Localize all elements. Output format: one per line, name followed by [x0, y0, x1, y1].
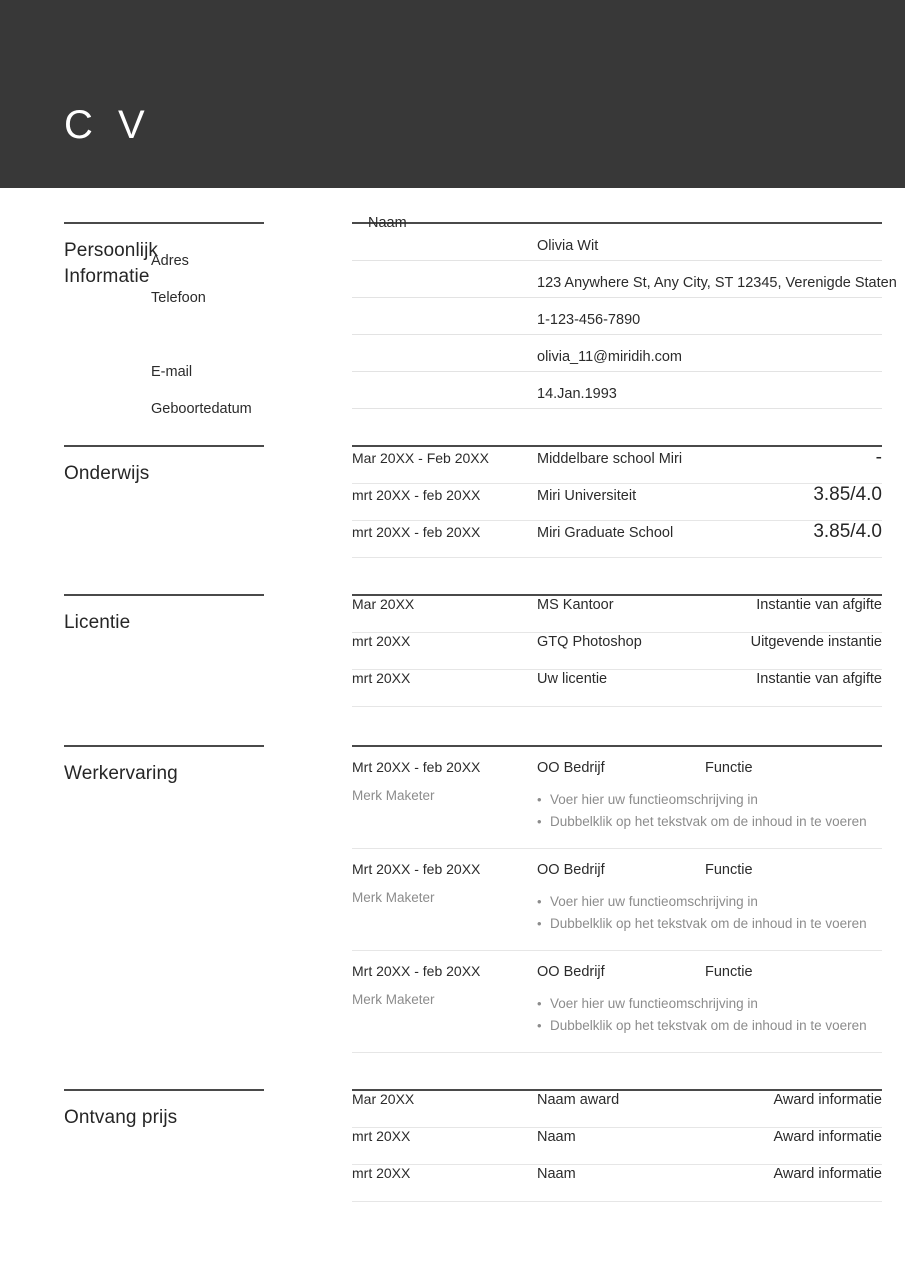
section-rule [64, 1089, 264, 1091]
work-subrole: Merk Maketer [352, 788, 435, 803]
section-rule [64, 745, 264, 747]
work-bullet-text: Dubbelklik op het tekstvak om de inhoud in te voeren [550, 915, 867, 931]
work-experience-block [352, 951, 882, 1053]
personal-value-email: olivia_11@miridih.com [537, 349, 682, 365]
section-awards [0, 1089, 905, 1202]
education-institution: Middelbare school Miri [537, 451, 683, 467]
education-institution: Miri Universiteit [537, 488, 637, 504]
license-date: mrt 20XX [352, 633, 411, 649]
license-issuer: Instantie van afgifte [756, 671, 882, 687]
license-issuer: Uitgevende instantie [750, 634, 882, 650]
license-name: Uw licentie [537, 671, 608, 687]
work-detail-line [352, 788, 882, 832]
work-bullet-list [537, 788, 882, 832]
section-license [0, 594, 905, 707]
work-company: OO Bedrijf [537, 862, 605, 878]
work-company: OO Bedrijf [537, 760, 605, 776]
section-rule [64, 222, 264, 224]
award-name: Naam [537, 1166, 576, 1182]
section-work-experience [0, 745, 905, 1053]
work-header-line [352, 963, 882, 980]
page-title: C V [64, 103, 152, 147]
section-education [0, 445, 905, 558]
personal-label-naam: Naam [368, 215, 407, 231]
header-band [0, 0, 905, 188]
work-subrole: Merk Maketer [352, 992, 435, 1007]
work-detail-line [352, 992, 882, 1036]
work-bullet-text: Dubbelklik op het tekstvak om de inhoud in te voeren [550, 813, 867, 829]
table-row [352, 596, 882, 633]
work-detail-line [352, 890, 882, 934]
work-date: Mrt 20XX - feb 20XX [352, 759, 481, 775]
section-title-license: Licentie [64, 612, 131, 633]
award-date: mrt 20XX [352, 1165, 411, 1181]
award-date: Mar 20XX [352, 1091, 415, 1107]
work-date: Mrt 20XX - feb 20XX [352, 963, 481, 979]
table-row [352, 447, 882, 484]
list-item [537, 811, 882, 833]
work-date: Mrt 20XX - feb 20XX [352, 861, 481, 877]
education-date: mrt 20XX - feb 20XX [352, 487, 481, 503]
section-title-awards: Ontvang prijs [64, 1107, 178, 1128]
bullet-icon: • [537, 915, 542, 931]
list-item [537, 891, 882, 913]
work-bullet-text: Voer hier uw functieomschrijving in [550, 996, 758, 1011]
table-row [352, 521, 882, 558]
bullet-icon: • [537, 996, 542, 1011]
bullet-icon: • [537, 792, 542, 807]
list-item [537, 1015, 882, 1037]
work-bullet-text: Voer hier uw functieomschrijving in [550, 894, 758, 909]
section-title-personal-line2: Informatie [64, 266, 150, 287]
award-name: Naam [537, 1129, 576, 1145]
naam-clip-mask [352, 200, 882, 222]
list-item [537, 913, 882, 935]
work-bullet-text: Voer hier uw functieomschrijving in [550, 792, 758, 807]
bullet-icon: • [537, 1017, 542, 1033]
personal-label-adres: Adres [151, 253, 189, 269]
section-rule [64, 445, 264, 447]
work-bullet-text: Dubbelklik op het tekstvak om de inhoud in te voeren [550, 1017, 867, 1033]
work-heading-column [64, 745, 308, 787]
license-heading-column [64, 594, 308, 636]
personal-value-naam: Olivia Wit [537, 238, 599, 254]
work-position: Functie [705, 862, 753, 878]
education-score: - [875, 447, 882, 468]
personal-label-telefoon: Telefoon [151, 290, 206, 306]
awards-heading-column [64, 1089, 308, 1131]
work-subrole: Merk Maketer [352, 890, 435, 905]
work-experience-block [352, 747, 882, 849]
license-issuer: Instantie van afgifte [756, 597, 882, 613]
table-row [352, 670, 882, 707]
work-bullet-list [537, 890, 882, 934]
education-date: Mar 20XX - Feb 20XX [352, 450, 489, 466]
license-name: GTQ Photoshop [537, 634, 642, 650]
section-title-personal-line1: Persoonlijk [64, 240, 159, 261]
personal-info-table [151, 215, 897, 417]
education-institution: Miri Graduate School [537, 525, 674, 541]
license-content-column [352, 594, 882, 707]
personal-row-email [151, 335, 882, 380]
personal-label-email: E-mail [151, 364, 193, 380]
bullet-icon: • [537, 894, 542, 909]
work-position: Functie [705, 964, 753, 980]
list-item [537, 993, 882, 1015]
personal-row-telefoon [352, 298, 882, 335]
table-row [352, 1128, 882, 1165]
work-bullet-list [537, 992, 882, 1036]
work-company: OO Bedrijf [537, 964, 605, 980]
personal-row-naam [151, 224, 882, 269]
award-date: mrt 20XX [352, 1128, 411, 1144]
award-info: Award informatie [773, 1129, 882, 1145]
resume-body [0, 188, 905, 1202]
work-position: Functie [705, 760, 753, 776]
section-title-education: Onderwijs [64, 463, 150, 484]
list-item [537, 789, 882, 811]
award-name: Naam award [537, 1092, 620, 1108]
education-content-column [352, 445, 882, 558]
work-experience-block [352, 849, 882, 951]
license-name: MS Kantoor [537, 597, 614, 613]
education-score: 3.85/4.0 [813, 484, 882, 505]
license-date: mrt 20XX [352, 670, 411, 686]
education-score: 3.85/4.0 [813, 521, 882, 542]
section-rule [64, 594, 264, 596]
table-row [352, 1165, 882, 1202]
table-row [352, 484, 882, 521]
personal-value-adres: 123 Anywhere St, Any City, ST 12345, Verenigde Staten [537, 275, 897, 291]
education-date: mrt 20XX - feb 20XX [352, 524, 481, 540]
section-personal-information [0, 215, 905, 417]
work-content-column [352, 745, 882, 1053]
personal-value-geboortedatum: 14.Jan.1993 [537, 386, 617, 402]
table-row [352, 1091, 882, 1128]
work-header-line [352, 861, 882, 878]
education-heading-column [64, 445, 308, 487]
bullet-icon: • [537, 813, 542, 829]
license-date: Mar 20XX [352, 596, 415, 612]
award-info: Award informatie [773, 1092, 882, 1108]
section-title-work: Werkervaring [64, 763, 178, 784]
personal-content-column [151, 215, 897, 417]
personal-value-telefoon: 1-123-456-7890 [537, 312, 641, 328]
award-info: Award informatie [773, 1166, 882, 1182]
personal-label-geboortedatum: Geboortedatum [151, 401, 252, 417]
work-header-line [352, 759, 882, 776]
table-row [352, 633, 882, 670]
awards-content-column [352, 1089, 882, 1202]
